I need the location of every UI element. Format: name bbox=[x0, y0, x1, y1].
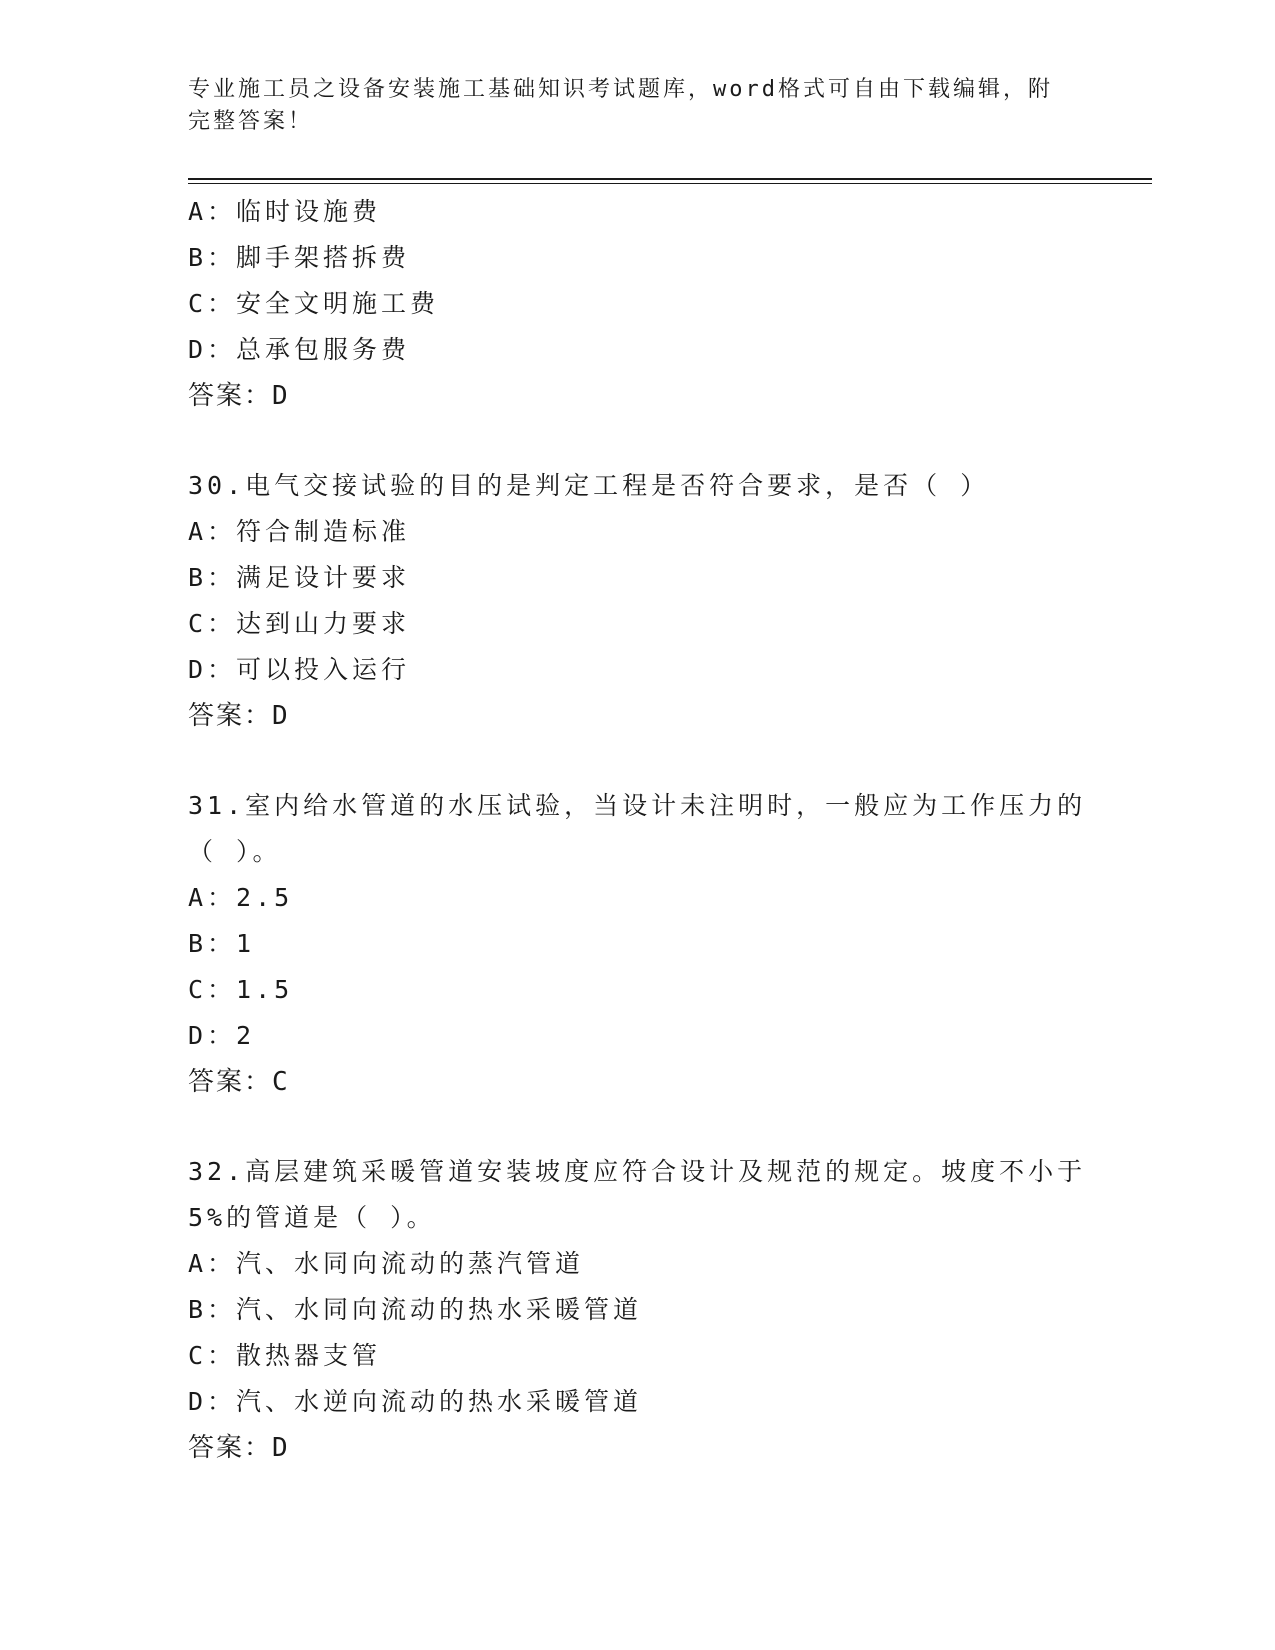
option-c: C：达到山力要求 bbox=[188, 609, 411, 638]
answer-line: 答案：D bbox=[188, 1433, 290, 1463]
question-stem: 32.高层建筑采暖管道安装坡度应符合设计及规范的规定。坡度不小于5%的管道是（ ）。 bbox=[188, 1157, 1087, 1232]
question-list bbox=[188, 189, 1088, 1471]
question-block-30 bbox=[188, 463, 1088, 739]
header-divider bbox=[188, 178, 1152, 180]
option-d: D：2 bbox=[188, 1021, 256, 1050]
option-b: B：脚手架搭拆费 bbox=[188, 243, 411, 272]
option-b: B：满足设计要求 bbox=[188, 563, 411, 592]
answer-line: 答案：D bbox=[188, 701, 290, 731]
option-a: A：2.5 bbox=[188, 883, 294, 912]
answer-line: 答案：C bbox=[188, 1067, 290, 1097]
header-divider-thin bbox=[188, 183, 1152, 184]
option-c: C：1.5 bbox=[188, 975, 294, 1004]
option-d: D：总承包服务费 bbox=[188, 335, 411, 364]
page-header: 专业施工员之设备安装施工基础知识考试题库，word格式可自由下载编辑，附完整答案！ bbox=[188, 77, 1053, 134]
option-a: A：临时设施费 bbox=[188, 197, 382, 226]
answer-line: 答案：D bbox=[188, 381, 290, 411]
option-b: B：1 bbox=[188, 929, 256, 958]
option-a: A：符合制造标准 bbox=[188, 517, 411, 546]
option-d: D：可以投入运行 bbox=[188, 655, 411, 684]
question-stem: 30.电气交接试验的目的是判定工程是否符合要求，是否（ ） bbox=[188, 471, 990, 500]
question-stem: 31.室内给水管道的水压试验，当设计未注明时，一般应为工作压力的（ ）。 bbox=[188, 791, 1087, 866]
option-d: D：汽、水逆向流动的热水采暖管道 bbox=[188, 1387, 643, 1416]
option-a: A：汽、水同向流动的蒸汽管道 bbox=[188, 1249, 585, 1278]
question-block-32 bbox=[188, 1149, 1088, 1471]
option-b: B：汽、水同向流动的热水采暖管道 bbox=[188, 1295, 643, 1324]
question-block-31 bbox=[188, 783, 1088, 1105]
option-c: C：散热器支管 bbox=[188, 1341, 382, 1370]
prev-question-block bbox=[188, 189, 1088, 419]
option-c: C：安全文明施工费 bbox=[188, 289, 440, 318]
